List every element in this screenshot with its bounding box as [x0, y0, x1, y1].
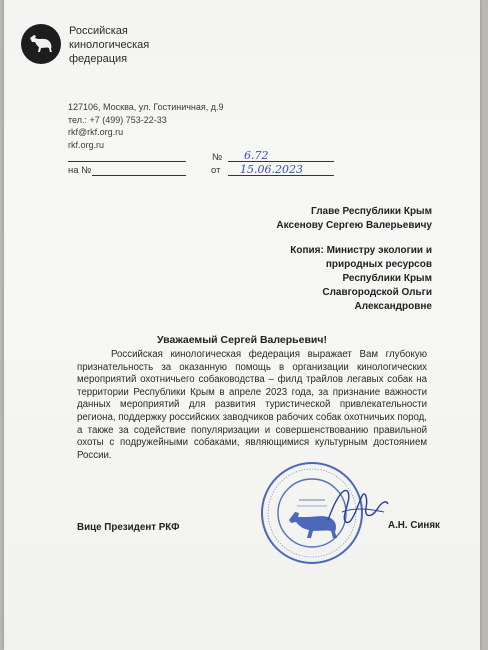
ref-label: на № — [68, 165, 92, 176]
number-label: № — [212, 152, 223, 163]
date-handwritten: 15.06.2023 — [240, 163, 303, 176]
handwritten-signature — [322, 478, 392, 538]
registration-number-line — [68, 161, 186, 162]
letter-body: Российская кинологическая федерация выражает Вам глубокую признательность за оказанную помощь в организации кинологических мероприятий охотничьего собаководства – филд трайлов легавых собак на территории Республики Крым в апреле 2023 года, за признание важности данных мероприятий для развития туристической привлекательности региона, поддержку российских заводчиков рабочих собак охотничьих пород, а также за содействие популяризации и совершенствованию правильной охоты с подружейными собаками, являющимися культурным достоянием России. — [77, 349, 427, 461]
outgoing-number-handwritten: 6.72 — [244, 149, 269, 162]
signer-title: Вице Президент РКФ — [77, 522, 180, 533]
org-name-line: федерация — [69, 53, 128, 65]
greeting: Уважаемый Сергей Валерьевич! — [157, 334, 327, 346]
copy-line: природных ресурсов — [325, 259, 432, 270]
org-name — [69, 24, 149, 66]
copy-line: Копия: Министру экологии и — [290, 245, 432, 256]
copy-line: Республики Крым — [342, 273, 432, 284]
contact-block — [68, 101, 224, 151]
email-text: rkf@rkf.org.ru — [68, 127, 124, 137]
copy-block — [290, 244, 432, 314]
org-name-line: кинологическая — [69, 39, 150, 51]
ref-number-line — [92, 175, 186, 176]
copy-line: Славгородской Ольги — [322, 287, 432, 298]
website-text: rkf.org.ru — [68, 139, 105, 150]
phone-text: тел.: +7 (499) 753-22-33 — [68, 114, 167, 125]
copy-line: Александровне — [354, 301, 432, 312]
recipient-line: Главе Республики Крым — [311, 206, 432, 217]
recipient-line: Аксенову Сергею Валерьевичу — [276, 220, 432, 231]
rkf-logo — [21, 24, 61, 64]
date-label: от — [211, 165, 221, 176]
address-text: 127106, Москва, ул. Гостиничная, д.9 — [68, 102, 224, 112]
signer-name: А.Н. Синяк — [388, 520, 440, 531]
greyhound-icon — [27, 32, 55, 54]
recipient-block — [276, 205, 432, 233]
org-name-line: Российская — [69, 25, 128, 37]
letter-page — [4, 0, 480, 650]
